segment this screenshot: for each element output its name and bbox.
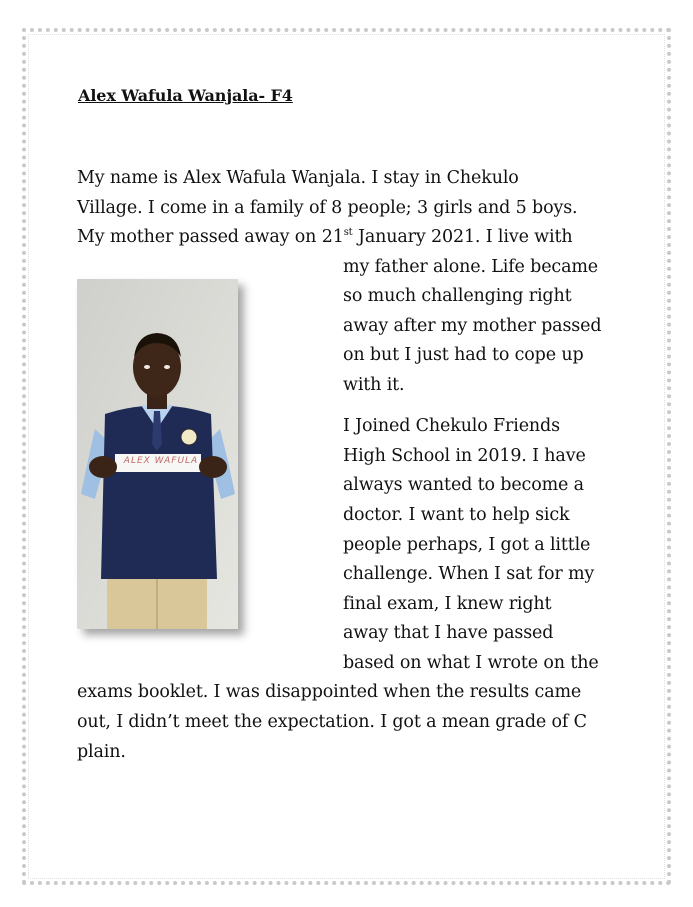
student-photo [77,279,238,629]
page-title: Alex Wafula Wanjala- F4 [78,86,293,105]
paragraph-line: challenge. When I sat for my [343,564,595,584]
paragraph-line: on but I just had to cope up [343,345,584,365]
paragraph-line: away that I have passed [343,623,554,643]
paragraph-line: with it. [343,375,405,395]
paragraph-line: my father alone. Life became [343,257,599,277]
paragraph-line: My name is Alex Wafula Wanjala. I stay in Chekulo [77,168,519,188]
paragraph-line: plain. [77,742,126,762]
paragraph-line: so much challenging right [343,286,572,306]
photo-sign-text: ALEX WAFULA [123,456,199,466]
paragraph-line: doctor. I want to help sick [343,505,570,525]
paragraph-line: away after my mother passed [343,316,602,336]
paragraph-line: based on what I wrote on the [343,653,599,673]
paragraph-line: My mother passed away on 21st January 2021. I live with [77,227,573,247]
paragraph-line: I Joined Chekulo Friends [343,416,560,436]
paragraph-line: out, I didn’t meet the expectation. I got a mean grade of C [77,712,587,732]
paragraph-line: always wanted to become a [343,475,584,495]
paragraph-line: High School in 2019. I have [343,446,586,466]
paragraph-line: exams booklet. I was disappointed when the results came [77,682,582,702]
paragraph-line: final exam, I knew right [343,594,552,614]
paragraph-line: Village. I come in a family of 8 people; 3 girls and 5 boys. [77,198,578,218]
paragraph-line: people perhaps, I got a little [343,535,591,555]
